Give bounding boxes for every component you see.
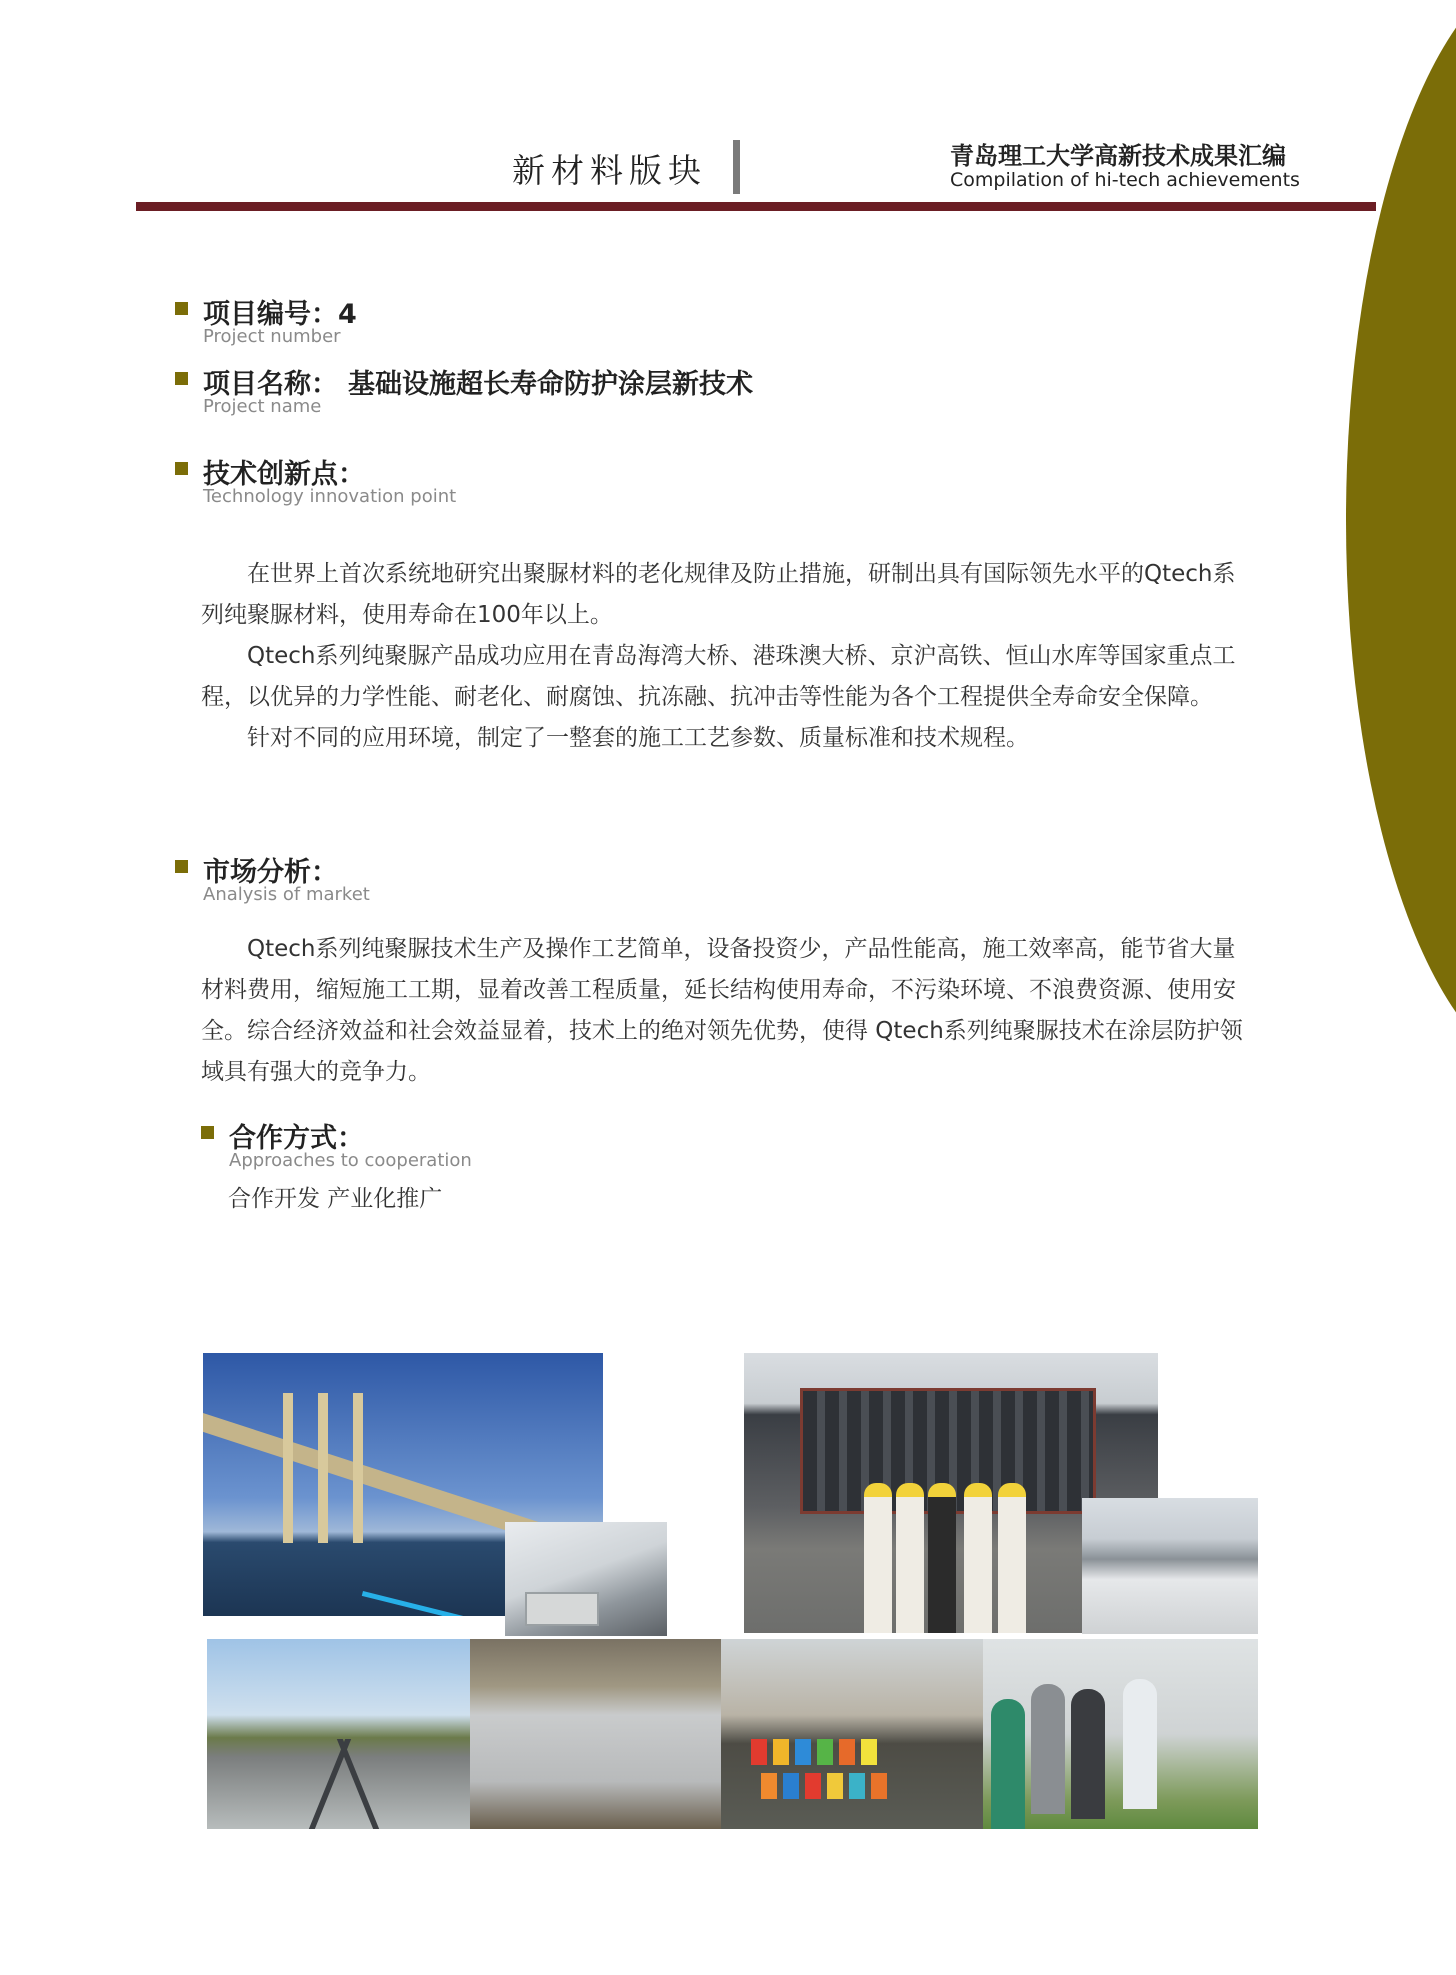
project-number-label: 项目编号：4: [203, 299, 357, 330]
header-rule: [136, 202, 1376, 211]
section-title: 新材料版块: [512, 151, 707, 190]
innovation-paragraph: 针对不同的应用环境，制定了一整套的施工工艺参数、质量标准和技术规程。: [247, 725, 1029, 751]
roof-coating-photo: [1082, 1498, 1258, 1634]
bullet-square-icon: [175, 372, 188, 385]
market-paragraph: Qtech系列纯聚脲技术生产及操作工艺简单，设备投资少，产品性能高，施工效率高，能节省大量材料费用，缩短施工工期，显着改善工程质量，延长结构使用寿命，不污染环境、不浪费资源、使用安全。综合经济效益和社会效益显着，技术上的绝对领先优势，使得 Qtech系列纯聚脲技术在涂层防护领域具有强大的竞争力。: [201, 936, 1243, 1085]
cooperation-en: Approaches to cooperation: [229, 1150, 472, 1171]
org-title-en: Compilation of hi-tech achievements: [950, 169, 1300, 191]
project-name-en: Project name: [203, 396, 322, 417]
project-name-value: 基础设施超长寿命防护涂层新技术: [348, 369, 753, 400]
org-title-cn: 青岛理工大学高新技术成果汇编: [950, 142, 1286, 170]
header-divider-bar: [733, 140, 740, 194]
innovation-en: Technology innovation point: [203, 486, 457, 507]
cooperation-value: 合作开发 产业化推广: [228, 1186, 443, 1212]
bullet-square-icon: [175, 462, 188, 475]
railway-photo: [207, 1639, 471, 1829]
coating-detail-photo: [505, 1522, 667, 1636]
decorative-leaf-shape: [1346, 0, 1456, 1040]
innovation-label: 技术创新点：: [203, 459, 365, 490]
project-name-label: 项目名称：: [203, 369, 338, 400]
test-panels-photo: [721, 1639, 983, 1829]
market-en: Analysis of market: [203, 884, 370, 905]
innovation-paragraph: Qtech系列纯聚脲产品成功应用在青岛海湾大桥、港珠澳大桥、京沪高铁、恒山水库等国家重点工程，以优异的力学性能、耐老化、耐腐蚀、抗冻融、抗冲击等性能为各个工程提供全寿命安全保障。: [201, 643, 1236, 710]
bullet-square-icon: [175, 302, 188, 315]
cooperation-label: 合作方式：: [229, 1123, 364, 1154]
inspection-photo: [983, 1639, 1258, 1829]
project-number-en: Project number: [203, 326, 341, 347]
innovation-text: [201, 554, 1253, 759]
reservoir-photo: [470, 1639, 721, 1829]
bullet-square-icon: [175, 860, 188, 873]
bullet-square-icon: [201, 1126, 214, 1139]
market-label: 市场分析：: [203, 857, 338, 888]
innovation-paragraph: 在世界上首次系统地研究出聚脲材料的老化规律及防止措施，研制出具有国际领先水平的Qtech系列纯聚脲材料，使用寿命在100年以上。: [201, 561, 1236, 628]
market-text: [201, 929, 1253, 1093]
